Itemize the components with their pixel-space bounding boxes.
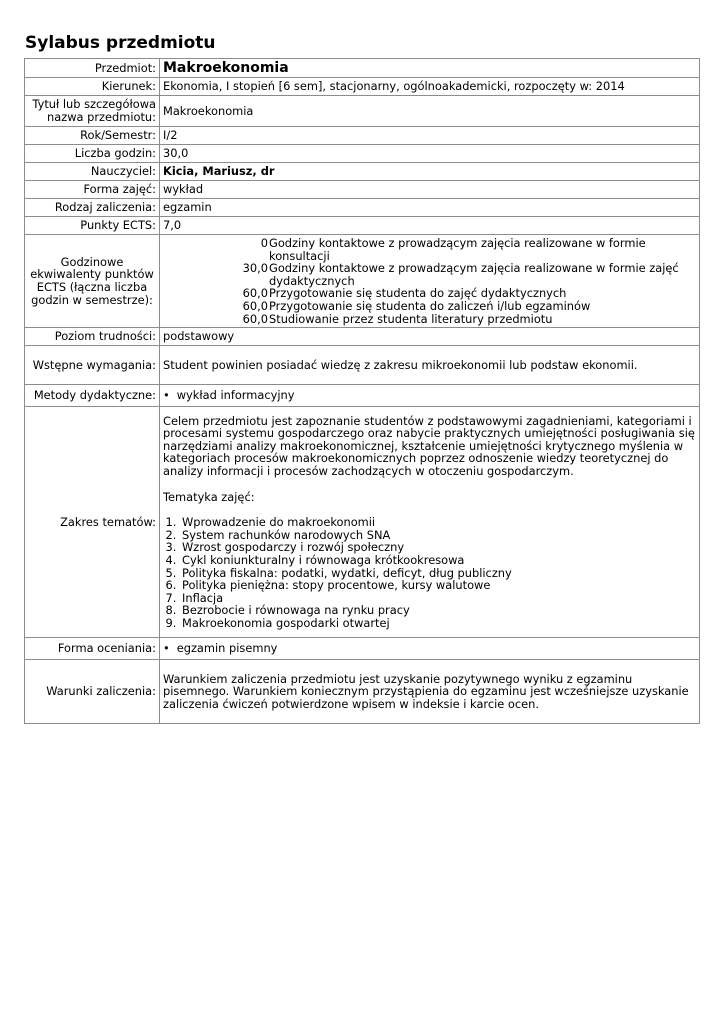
topic-item: 4. Cykl koniunkturalny i równowaga krótkookresowa [180, 554, 696, 567]
row-zakres [25, 407, 700, 638]
value-metody [160, 385, 700, 407]
value-forma: wykład [160, 181, 700, 199]
topic-item: 9. Makroekonomia gospodarki otwartej [180, 617, 696, 630]
label-poziom: Poziom trudności: [25, 328, 160, 346]
value-nauczyciel: Kicia, Mariusz, dr [160, 163, 700, 181]
value-kierunek: Ekonomia, I stopień [6 sem], stacjonarny, ogólnoakademicki, rozpoczęty w: 2014 [160, 78, 700, 96]
label-wymagania: Wstępne wymagania: [25, 346, 160, 385]
course-goal: Celem przedmiotu jest zapoznanie studentów z podstawowymi zagadnieniami, kategoriami i procesami systemu gospodarczego oraz nabycie praktycznych umiejętności posługiwania się narzędziami analizy makroekonomicznej, kształcenie umiejętności krytycznego myślenia w kategoriach procesów makroekonomicznych poprzez odnoszenie wiedzy teoretycznej do analizy informacji i procesów zachodzących w otoczeniu gospodarczym. [163, 413, 695, 479]
row-ocenianie [25, 638, 700, 660]
topic-item: 2. System rachunków narodowych SNA [180, 529, 696, 542]
value-poziom: podstawowy [160, 328, 700, 346]
hours-value: 60,0 [242, 298, 268, 313]
topic-item: 8. Bezrobocie i równowaga na rynku pracy [180, 604, 696, 617]
hours-value: 60,0 [242, 311, 268, 326]
row-warunki [25, 660, 700, 724]
row-tytul [25, 96, 700, 127]
hours-value: 0 [260, 236, 268, 250]
hours-value: 60,0 [242, 286, 268, 301]
syllabus-table [24, 58, 700, 724]
page-title: Sylabus przedmiotu [25, 33, 216, 53]
row-rok [25, 127, 700, 145]
topics-list [163, 516, 696, 629]
row-ekwiwalent [25, 235, 700, 328]
value-rodzaj: egzamin [160, 199, 700, 217]
topics-heading: Tematyka zajęć: [163, 489, 255, 504]
label-tytul: Tytuł lub szczegółowa nazwa przedmiotu: [25, 96, 160, 127]
assessment-item: • egzamin pisemny [163, 642, 696, 655]
hours-value: 30,0 [242, 261, 268, 276]
value-wymagania: Student powinien posiadać wiedzę z zakresu mikroekonomii lub podstaw ekonomii. [160, 346, 700, 385]
hours-description: Godziny kontaktowe z prowadzącym zajęcia realizowane w formie zajęć dydaktycznych [269, 261, 679, 288]
row-ects [25, 217, 700, 235]
hours-item [163, 313, 696, 326]
label-kierunek: Kierunek: [25, 78, 160, 96]
method-item: • wykład informacyjny [163, 389, 696, 402]
topic-item: 6. Polityka pieniężna: stopy procentowe, kursy walutowe [180, 579, 696, 592]
topic-item: 1. Wprowadzenie do makroekonomii [180, 516, 696, 529]
value-zakres [160, 407, 700, 638]
label-rok: Rok/Semestr: [25, 127, 160, 145]
hours-item [163, 237, 696, 262]
topic-item: 5. Polityka fiskalna: podatki, wydatki, deficyt, dług publiczny [180, 567, 696, 580]
topic-item: 3. Wzrost gospodarczy i rozwój społeczny [180, 541, 696, 554]
label-ocenianie: Forma oceniania: [25, 638, 160, 660]
hours-item [163, 300, 696, 313]
value-godziny: 30,0 [160, 145, 700, 163]
label-rodzaj: Rodzaj zaliczenia: [25, 199, 160, 217]
label-metody: Metody dydaktyczne: [25, 385, 160, 407]
value-ocenianie [160, 638, 700, 660]
row-metody [25, 385, 700, 407]
label-forma: Forma zajęć: [25, 181, 160, 199]
row-wymagania [25, 346, 700, 385]
hours-description: Przygotowanie się studenta do zaliczeń i/lub egzaminów [269, 298, 591, 313]
row-godziny [25, 145, 700, 163]
value-przedmiot: Makroekonomia [160, 59, 700, 78]
value-ects: 7,0 [160, 217, 700, 235]
hours-item [163, 262, 696, 287]
row-nauczyciel [25, 163, 700, 181]
row-forma [25, 181, 700, 199]
label-nauczyciel: Nauczyciel: [25, 163, 160, 181]
label-zakres: Zakres tematów: [25, 407, 160, 638]
value-tytul: Makroekonomia [160, 96, 700, 127]
row-rodzaj [25, 199, 700, 217]
value-warunki: Warunkiem zaliczenia przedmiotu jest uzyskanie pozytywnego wyniku z egzaminu pisemnego. Warunkiem koniecznym przystąpienia do egzaminu jest wcześniejsze uzyskanie zaliczenia ćwiczeń potwierdzone wpisem w indeksie i karcie ocen. [160, 660, 700, 724]
label-ekwiwalent: Godzinowe ekwiwalenty punktów ECTS (łączna liczba godzin w semestrze): [25, 235, 160, 328]
row-poziom [25, 328, 700, 346]
label-ects: Punkty ECTS: [25, 217, 160, 235]
value-ekwiwalent [160, 235, 700, 328]
value-rok: I/2 [160, 127, 700, 145]
row-kierunek [25, 78, 700, 96]
hours-description: Studiowanie przez studenta literatury przedmiotu [269, 311, 553, 326]
label-godziny: Liczba godzin: [25, 145, 160, 163]
label-przedmiot: Przedmiot: [25, 59, 160, 78]
row-przedmiot [25, 59, 700, 78]
topic-item: 7. Inflacja [180, 592, 696, 605]
hours-description: Godziny kontaktowe z prowadzącym zajęcia realizowane w formie konsultacji [269, 236, 646, 263]
hours-description: Przygotowanie się studenta do zajęć dydaktycznych [269, 286, 567, 301]
label-warunki: Warunki zaliczenia: [25, 660, 160, 724]
